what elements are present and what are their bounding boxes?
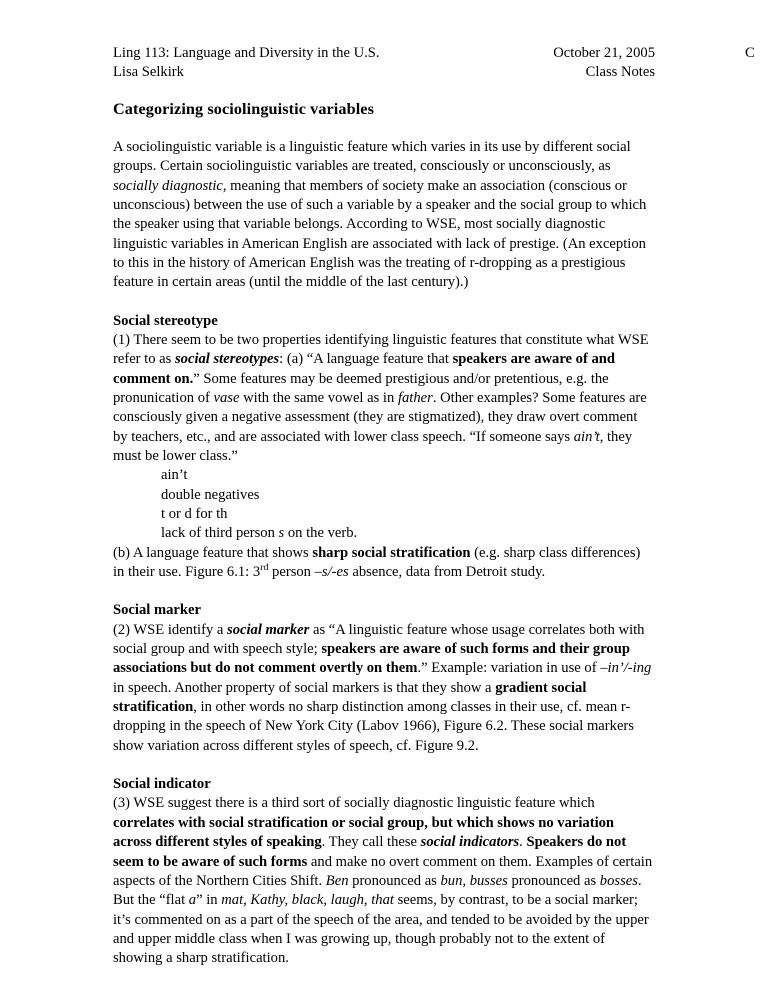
intro-paragraph bbox=[113, 138, 655, 293]
stereotype-b-bold-sharp-stratification: sharp social stratification bbox=[312, 544, 471, 561]
stereotype-italic-aint: ain’t bbox=[573, 428, 600, 445]
ordinal-superscript: rd bbox=[260, 562, 269, 574]
stereotype-b-text-2: (e.g. sharp class differences) in their use. Figure 6.1: 3 bbox=[113, 544, 641, 581]
list-item-text-pre: double negatives bbox=[161, 486, 260, 503]
marker-text-5: , in other words no sharp distinction among classes in their use, cf. mean r-dropping in the speech of New York City (Labov 1966), Figure 6.2. These social markers show variation across different styles of speech, cf. Figure 9.2. bbox=[113, 699, 634, 754]
indicator-italic-ben: Ben bbox=[325, 872, 349, 889]
marker-text-3: .” Example: variation in use of bbox=[417, 660, 601, 677]
page-corner-letter: C bbox=[745, 45, 755, 61]
document-date: October 21, 2005 bbox=[553, 45, 655, 61]
indicator-bold-not-aware: Speakers do not seem to be aware of such forms bbox=[113, 834, 627, 870]
marker-italic-in-ing: –in’/-ing bbox=[600, 660, 652, 677]
stereotype-paragraph bbox=[113, 331, 655, 466]
marker-bold-aware-no-comment: speakers are aware of such forms and their group associations but do not comment overtly on them bbox=[113, 641, 630, 677]
stereotype-b-text-1: (b) A language feature that shows bbox=[113, 544, 313, 561]
section-heading-social-indicator: Social indicator bbox=[113, 776, 211, 793]
indicator-italic-flat-a: a bbox=[188, 892, 197, 909]
section-heading-social-marker: Social marker bbox=[113, 602, 201, 619]
stereotype-text-3: ” Some features may be deemed prestigious and/or pretentious, e.g. the pronunication of bbox=[113, 370, 609, 406]
list-item-text-post: on the verb. bbox=[284, 525, 358, 542]
stereotype-italic-father: father bbox=[397, 389, 433, 406]
page-title: Categorizing sociolinguistic variables bbox=[113, 99, 374, 118]
stereotype-b-text-4: absence, data from Detroit study. bbox=[348, 564, 546, 581]
stereotype-text-4: with the same vowel as in bbox=[239, 389, 398, 406]
indicator-bold-correlates: correlates with social stratification or social group, but which shows no variation across different styles of speaking bbox=[113, 814, 615, 851]
indicator-italic-bun-busses: bun, busses bbox=[440, 872, 508, 889]
spacer bbox=[113, 582, 655, 601]
spacer bbox=[113, 756, 655, 775]
indicator-text-7: . But the “flat bbox=[113, 872, 642, 909]
header-row-2 bbox=[113, 63, 655, 82]
indicator-text-5: pronounced as bbox=[348, 872, 441, 889]
list-item bbox=[113, 505, 655, 524]
list-item-text-pre: t or d for th bbox=[161, 506, 228, 522]
marker-paragraph bbox=[113, 621, 655, 756]
stereotype-italic-vase: vase bbox=[213, 389, 240, 406]
marker-text-2: as “A linguistic feature whose usage correlates both with social group and with speech style; bbox=[113, 621, 645, 658]
intro-italic-socially-diagnostic: socially diagnostic bbox=[113, 177, 223, 194]
stereotype-examples-list bbox=[113, 466, 655, 543]
stereotype-b-text-3: person bbox=[268, 564, 315, 581]
stereotype-text-5: . Other examples? Some features are consciously given a negative assessment (they are stigmatized), they draw overt comment by teachers, etc., and are associated with lower class speech. “If someone says bbox=[113, 389, 647, 445]
spacer bbox=[113, 119, 655, 138]
author-name: Lisa Selkirk bbox=[113, 64, 184, 81]
document-content bbox=[113, 44, 655, 969]
list-item bbox=[113, 466, 655, 485]
indicator-text-1: (3) WSE suggest there is a third sort of socially diagnostic linguistic feature which bbox=[113, 795, 595, 812]
marker-term-social-marker: social marker bbox=[227, 621, 310, 638]
indicator-italic-word-examples: mat, Kathy, black, laugh, that bbox=[221, 892, 394, 909]
indicator-paragraph bbox=[113, 794, 655, 968]
indicator-italic-bosses: bosses bbox=[599, 872, 638, 889]
stereotype-text-2: : (a) “A language feature that bbox=[279, 351, 453, 368]
marker-bold-gradient-stratification: gradient social stratification bbox=[113, 679, 587, 716]
spacer bbox=[113, 293, 655, 312]
marker-text-1: (2) WSE identify a bbox=[113, 621, 228, 638]
indicator-text-8: ” in bbox=[196, 892, 222, 909]
list-item-text-italic: s bbox=[278, 525, 285, 542]
intro-text-1: A sociolinguistic variable is a linguistic feature which varies in its use by different social groups. Certain sociolinguistic variables are treated, consciously or unconsciously, as bbox=[113, 138, 631, 175]
section-heading-social-stereotype: Social stereotype bbox=[113, 312, 218, 329]
stereotype-bold-aware-comment: speakers are aware of and comment on. bbox=[113, 351, 616, 387]
indicator-text-2: . They call these bbox=[321, 834, 421, 851]
stereotype-b-italic-s-es: –s/-es bbox=[314, 564, 349, 581]
list-item bbox=[113, 486, 655, 505]
list-item bbox=[113, 524, 655, 543]
indicator-text-6: pronounced as bbox=[507, 872, 600, 889]
header-row-1 bbox=[113, 44, 655, 63]
course-title: Ling 113: Language and Diversity in the U.S. bbox=[113, 45, 380, 61]
stereotype-term-social-stereotypes: social stereotypes bbox=[175, 351, 280, 368]
stereotype-text-6: , they must be lower class.” bbox=[113, 428, 633, 464]
document-type: Class Notes bbox=[585, 64, 655, 81]
marker-text-4: in speech. Another property of social markers is that they show a bbox=[113, 679, 496, 696]
list-item-text-pre: ain’t bbox=[161, 467, 188, 484]
intro-text-2: , meaning that members of society make an association (conscious or unconscious) between the use of such a variable by a speaker and the social group to which the speaker using that variable belongs. According to WSE, most socially diagnostic linguistic variables in American English are associated with lack of prestige. (An exception to this in the history of American English was the treating of r-dropping as a prestigious feature in certain areas (until the middle of the last century).) bbox=[113, 177, 647, 291]
document-header bbox=[113, 44, 655, 83]
indicator-text-9: seems, by contrast, to be a social marker; it’s commented on as a part of the speech of the area, and tended to be avoided by the upper and upper middle class when I was growing up, though probably not to the extent of showing a sharp stratification. bbox=[113, 892, 649, 967]
indicator-text-4: and make no overt comment on them. Examples of certain aspects of the Northern Cities Shift. bbox=[113, 853, 653, 889]
stereotype-text-1: (1) There seem to be two properties identifying linguistic features that constitute what WSE refer to as bbox=[113, 331, 649, 368]
indicator-term-social-indicators: social indicators bbox=[420, 834, 520, 851]
stereotype-paragraph-b bbox=[113, 544, 655, 583]
list-item-text-pre: lack of third person bbox=[161, 525, 279, 542]
indicator-text-3: . bbox=[519, 834, 527, 851]
